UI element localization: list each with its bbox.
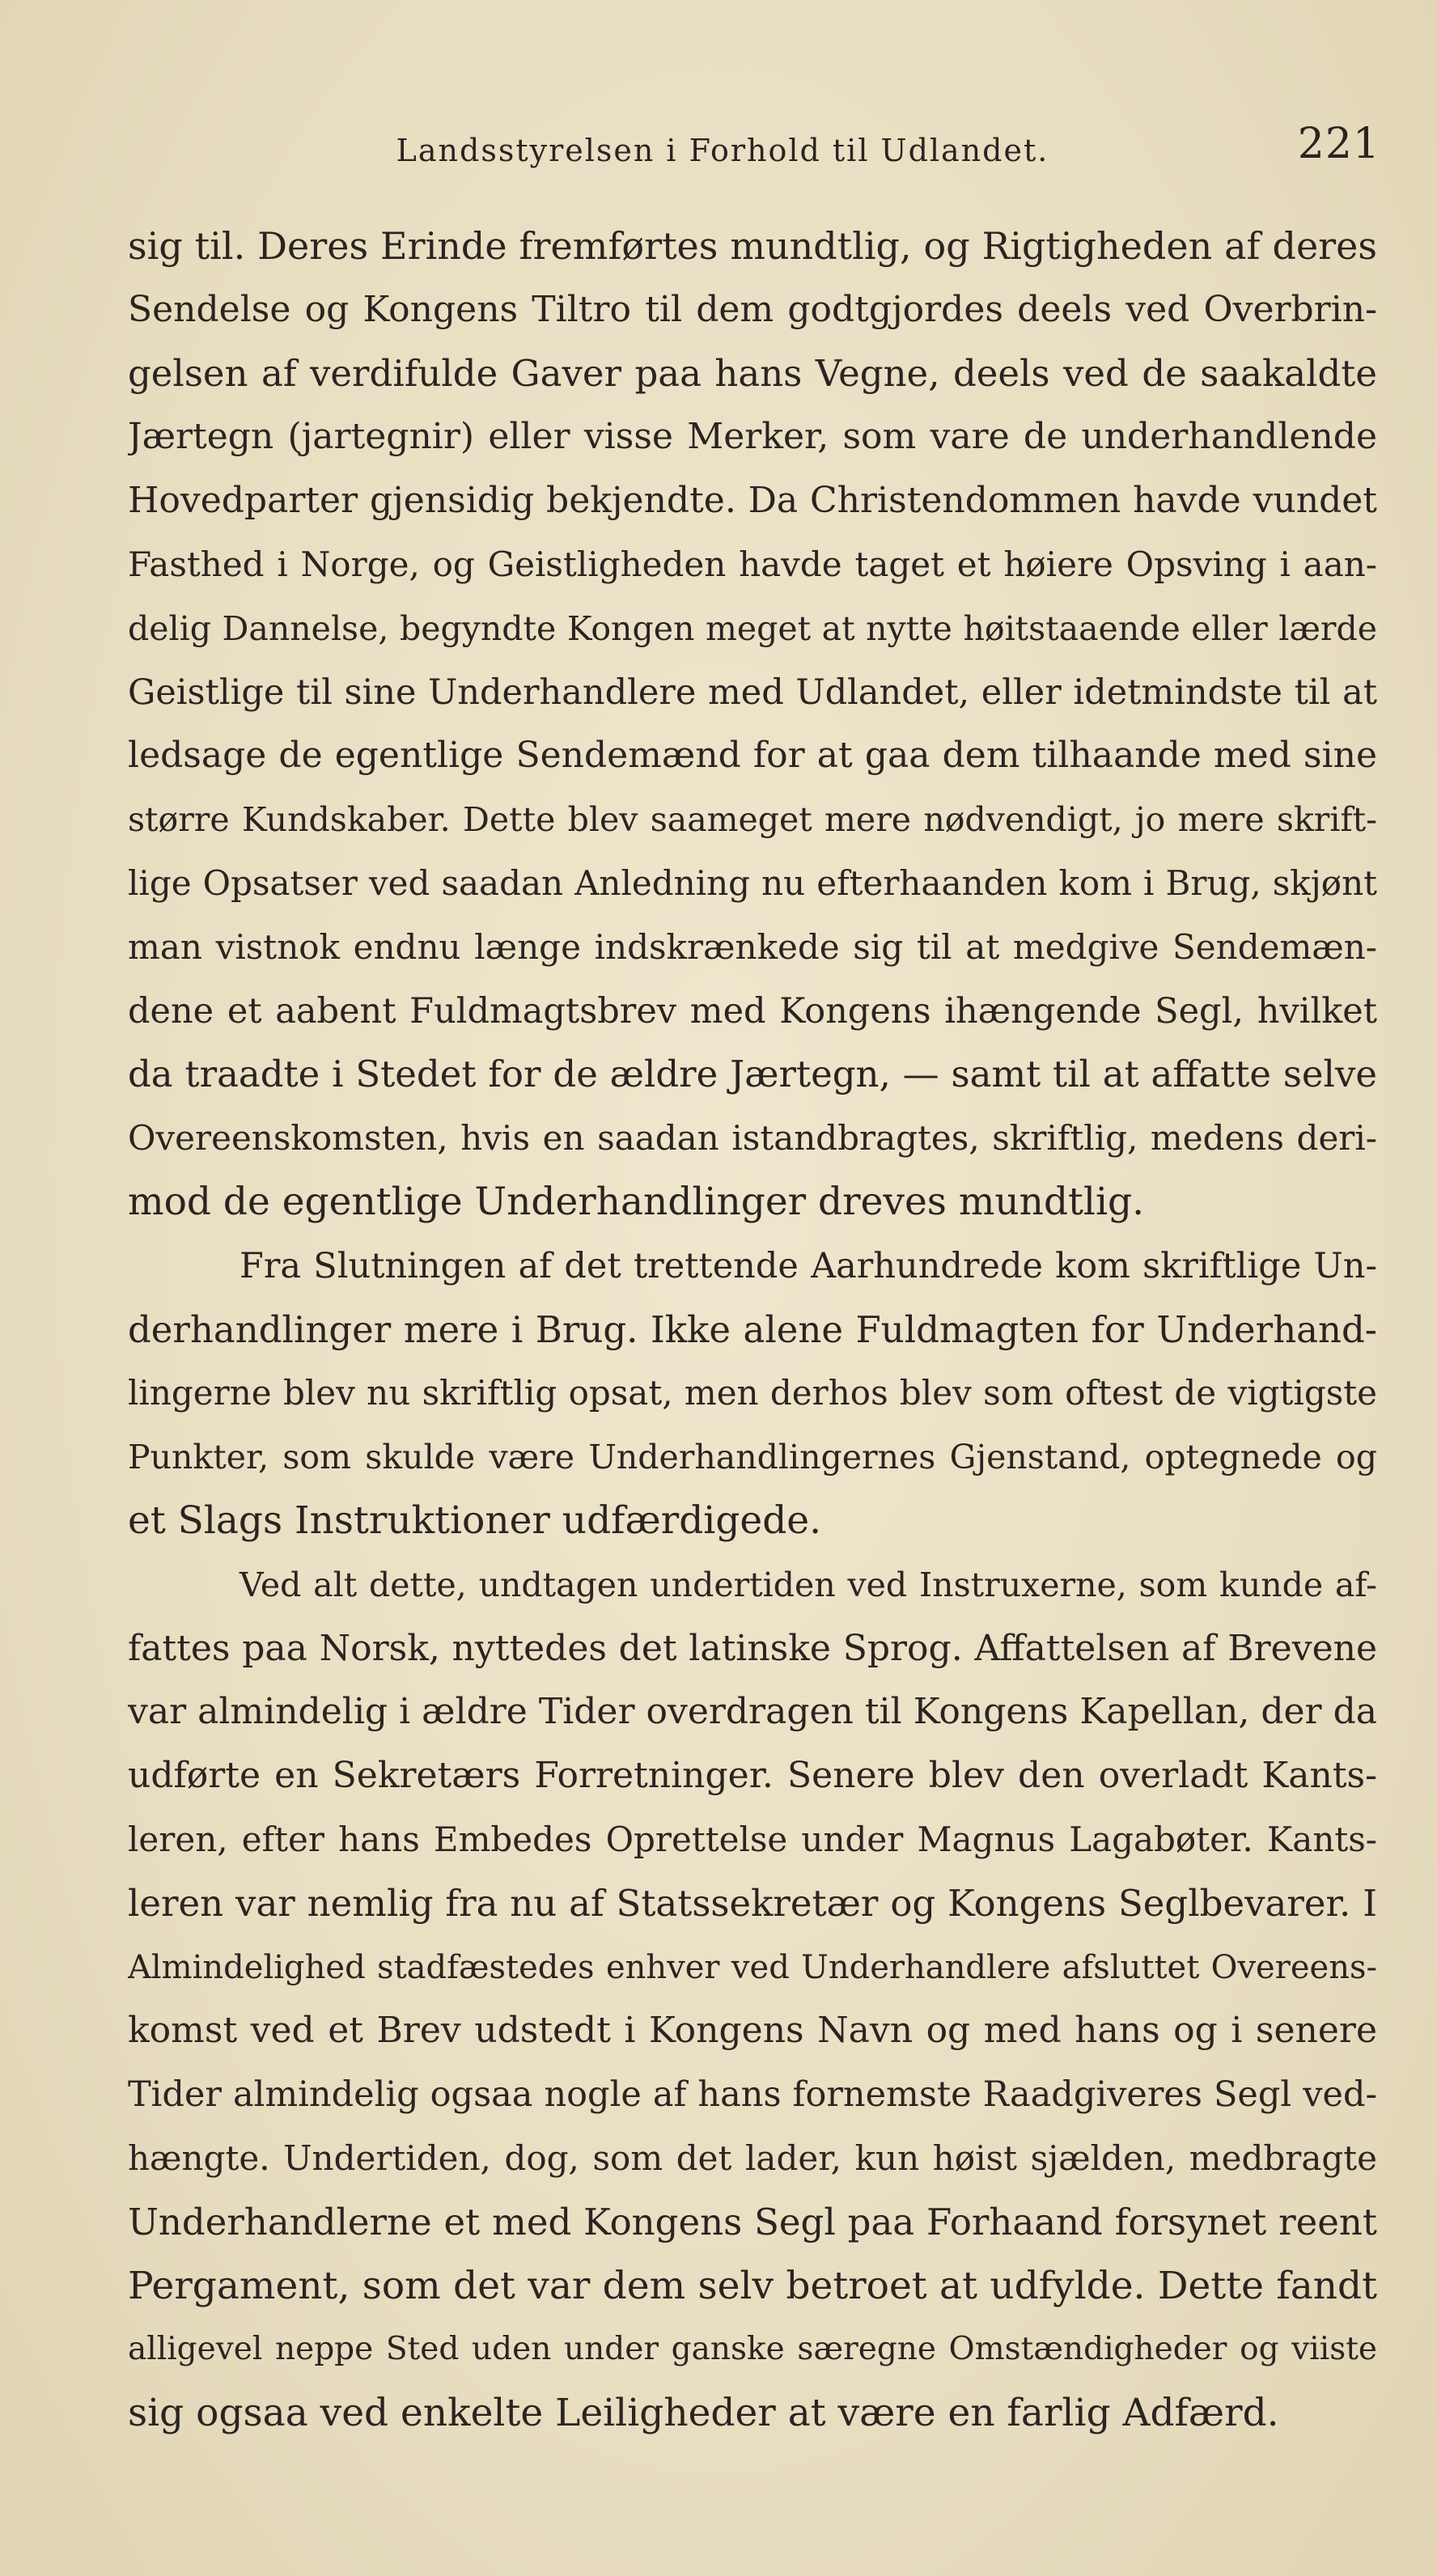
text-line: derhandlinger mere i Brug. Ikke alene Fuldmagten for Underhand- (128, 1307, 1377, 1351)
text-line: sig ogsaa ved enkelte Leiligheder at være en farlig Adfærd. (128, 2391, 1279, 2436)
text-line: Underhandlerne et med Kongens Segl paa Forhaand forsynet reent (128, 2200, 1377, 2243)
text-line: gelsen af verdifulde Gaver paa hans Vegne, deels ved de saakaldte (128, 351, 1377, 395)
text-line: et Slags Instruktioner udfærdigede. (128, 1498, 822, 1543)
text-line: Hovedparter gjensidig bekjendte. Da Christendommen havde vundet (128, 480, 1377, 522)
paragraph (128, 214, 1377, 1235)
text-line: ledsage de egentlige Sendemænd for at gaa dem tilhaande med sine (128, 735, 1377, 777)
text-line: leren var nemlig fra nu af Statssekretær og Kongens Seglbevarer. I (128, 1881, 1377, 1925)
text-line: Fra Slutningen af det trettende Aarhundrede kom skriftlige Un- (240, 1245, 1377, 1286)
text-line: var almindelig i ældre Tider overdragen til Kongens Kapellan, der da (128, 1691, 1377, 1733)
text-line: Ved alt dette, undtagen undertiden ved Instruxerne, som kunde af- (240, 1565, 1377, 1604)
text-line: Geistlige til sine Underhandlere med Udlandet, eller idetmindste til at (128, 672, 1377, 713)
body-text (128, 214, 1377, 2446)
text-line: delig Dannelse, begyndte Kongen meget at nytte høitstaaende eller lærde (128, 608, 1377, 648)
text-line: Punkter, som skulde være Underhandlingernes Gjenstand, optegnede og (128, 1438, 1377, 1477)
running-head (0, 120, 1437, 176)
text-line: Overeenskomsten, hvis en saadan istandbragtes, skriftlig, medens deri- (128, 1118, 1377, 1159)
text-line: komst ved et Brev udstedt i Kongens Navn og med hans og i senere (128, 2010, 1377, 2052)
paragraph (128, 1553, 1377, 2446)
text-line: Jærtegn (jartegnir) eller visse Merker, som vare de underhandlende (128, 416, 1377, 458)
text-line: Sendelse og Kongens Tiltro til dem godtgjordes deels ved Overbrin- (128, 288, 1377, 330)
text-line: sig til. Deres Erinde fremførtes mundtlig, og Rigtigheden af deres (128, 224, 1377, 268)
text-line: mod de egentlige Underhandlinger dreves mundtlig. (128, 1179, 1145, 1224)
text-line: lingerne blev nu skriftlig opsat, men derhos blev som oftest de vigtigste (128, 1373, 1377, 1413)
text-line: udførte en Sekretærs Forretninger. Senere blev den overladt Kants- (128, 1755, 1377, 1797)
text-line: man vistnok endnu længe indskrænkede sig til at medgive Sendemæn- (128, 926, 1377, 967)
text-line: større Kundskaber. Dette blev saameget mere nødvendigt, jo mere skrift- (128, 800, 1377, 840)
text-line: Almindelighed stadfæstedes enhver ved Underhandlere afsluttet Overeens- (128, 1948, 1377, 1986)
text-line: Tider almindelig ogsaa nogle af hans fornemste Raadgiveres Segl ved- (128, 2074, 1377, 2116)
text-line: alligevel neppe Sted uden under ganske særegne Omstændigheder og viiste (128, 2331, 1377, 2368)
page-number: 221 (1297, 120, 1380, 168)
text-line: dene et aabent Fuldmagtsbrev med Kongens ihængende Segl, hvilket (128, 990, 1377, 1032)
text-line: Pergament, som det var dem selv betroet at udfylde. Dette fandt (128, 2263, 1377, 2308)
running-title: Landsstyrelsen i Forhold til Udlandet. (396, 133, 1049, 168)
paragraph (128, 1235, 1377, 1553)
text-line: fattes paa Norsk, nyttedes det latinske Sprog. Affattelsen af Brevene (128, 1627, 1377, 1669)
text-line: hængte. Undertiden, dog, som det lader, kun høist sjælden, medbragte (128, 2137, 1377, 2178)
text-line: da traadte i Stedet for de ældre Jærtegn, — samt til at affatte selve (128, 1053, 1377, 1096)
text-line: leren, efter hans Embedes Oprettelse under Magnus Lagabøter. Kants- (128, 1819, 1377, 1859)
text-line: Fasthed i Norge, og Geistligheden havde taget et høiere Opsving i aan- (128, 544, 1377, 584)
text-line: lige Opsatser ved saadan Anledning nu efterhaanden kom i Brug, skjønt (128, 862, 1377, 903)
